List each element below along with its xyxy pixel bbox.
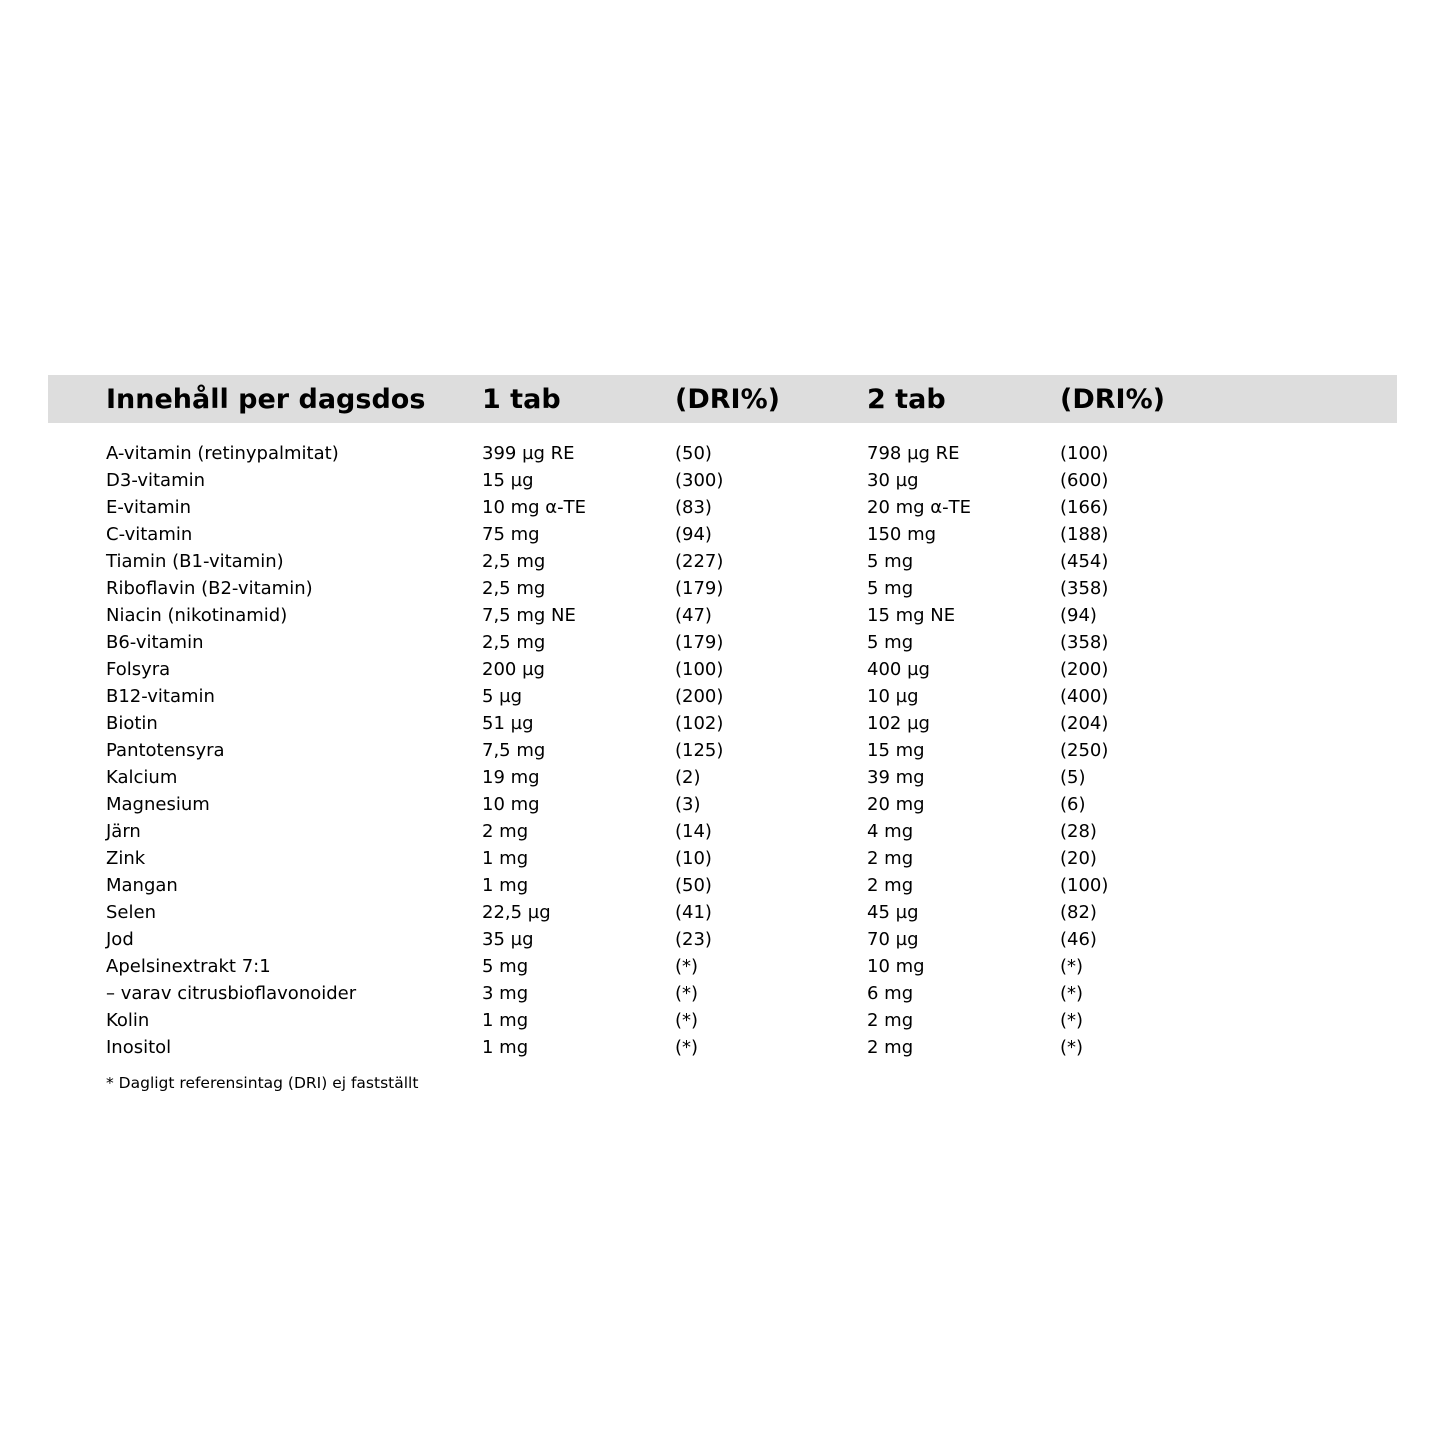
cell-amount-1-tab: 10 mg α-TE bbox=[482, 497, 587, 518]
cell-amount-1-tab: 1 mg bbox=[482, 848, 529, 869]
table-row bbox=[0, 1007, 1445, 1034]
cell-amount-2-tab: 5 mg bbox=[867, 632, 914, 653]
cell-amount-1-tab: 2,5 mg bbox=[482, 551, 546, 572]
table-row bbox=[0, 818, 1445, 845]
cell-amount-2-tab: 400 µg bbox=[867, 659, 930, 680]
cell-dri-2-tab: (20) bbox=[1060, 848, 1097, 869]
cell-dri-2-tab: (100) bbox=[1060, 443, 1109, 464]
cell-dri-1-tab: (*) bbox=[675, 983, 699, 1004]
cell-dri-1-tab: (23) bbox=[675, 929, 712, 950]
table-row bbox=[0, 494, 1445, 521]
cell-amount-2-tab: 2 mg bbox=[867, 848, 914, 869]
cell-dri-2-tab: (46) bbox=[1060, 929, 1097, 950]
cell-dri-2-tab: (400) bbox=[1060, 686, 1109, 707]
cell-ingredient: D3-vitamin bbox=[106, 470, 206, 491]
cell-dri-2-tab: (188) bbox=[1060, 524, 1109, 545]
cell-dri-1-tab: (102) bbox=[675, 713, 724, 734]
footnote: * Dagligt referensintag (DRI) ej fastställt bbox=[106, 1074, 419, 1092]
table-row bbox=[0, 467, 1445, 494]
table-row bbox=[0, 845, 1445, 872]
cell-ingredient: B12-vitamin bbox=[106, 686, 215, 707]
cell-amount-2-tab: 4 mg bbox=[867, 821, 914, 842]
cell-ingredient: Tiamin (B1-vitamin) bbox=[106, 551, 284, 572]
cell-amount-1-tab: 3 mg bbox=[482, 983, 529, 1004]
header-dri-1-tab: (DRI%) bbox=[675, 384, 780, 415]
table-row bbox=[0, 791, 1445, 818]
header-dri-2-tab: (DRI%) bbox=[1060, 384, 1165, 415]
table-row bbox=[0, 710, 1445, 737]
cell-amount-1-tab: 1 mg bbox=[482, 1037, 529, 1058]
cell-dri-2-tab: (100) bbox=[1060, 875, 1109, 896]
cell-dri-1-tab: (125) bbox=[675, 740, 724, 761]
cell-ingredient: Biotin bbox=[106, 713, 158, 734]
cell-dri-2-tab: (6) bbox=[1060, 794, 1086, 815]
header-2-tab: 2 tab bbox=[867, 384, 946, 415]
cell-amount-1-tab: 5 mg bbox=[482, 956, 529, 977]
cell-dri-2-tab: (5) bbox=[1060, 767, 1086, 788]
cell-ingredient: B6-vitamin bbox=[106, 632, 204, 653]
cell-amount-2-tab: 10 µg bbox=[867, 686, 919, 707]
cell-dri-2-tab: (204) bbox=[1060, 713, 1109, 734]
cell-dri-1-tab: (14) bbox=[675, 821, 712, 842]
cell-dri-2-tab: (250) bbox=[1060, 740, 1109, 761]
cell-dri-2-tab: (454) bbox=[1060, 551, 1109, 572]
cell-amount-1-tab: 399 µg RE bbox=[482, 443, 575, 464]
cell-ingredient: Järn bbox=[106, 821, 141, 842]
cell-amount-1-tab: 2,5 mg bbox=[482, 632, 546, 653]
cell-ingredient: E-vitamin bbox=[106, 497, 192, 518]
cell-amount-1-tab: 5 µg bbox=[482, 686, 523, 707]
cell-amount-1-tab: 10 mg bbox=[482, 794, 540, 815]
cell-dri-2-tab: (*) bbox=[1060, 983, 1084, 1004]
cell-dri-1-tab: (200) bbox=[675, 686, 724, 707]
cell-amount-1-tab: 1 mg bbox=[482, 875, 529, 896]
cell-ingredient: Pantotensyra bbox=[106, 740, 225, 761]
table-row bbox=[0, 602, 1445, 629]
cell-amount-2-tab: 102 µg bbox=[867, 713, 930, 734]
table-row bbox=[0, 764, 1445, 791]
cell-amount-2-tab: 5 mg bbox=[867, 578, 914, 599]
cell-dri-1-tab: (300) bbox=[675, 470, 724, 491]
cell-dri-2-tab: (358) bbox=[1060, 632, 1109, 653]
table-row bbox=[0, 548, 1445, 575]
table-row bbox=[0, 656, 1445, 683]
cell-dri-1-tab: (*) bbox=[675, 1037, 699, 1058]
cell-amount-1-tab: 1 mg bbox=[482, 1010, 529, 1031]
cell-ingredient: Jod bbox=[106, 929, 134, 950]
table-row bbox=[0, 575, 1445, 602]
cell-amount-2-tab: 30 µg bbox=[867, 470, 919, 491]
cell-amount-2-tab: 15 mg NE bbox=[867, 605, 956, 626]
table-row bbox=[0, 899, 1445, 926]
cell-dri-2-tab: (166) bbox=[1060, 497, 1109, 518]
cell-ingredient: – varav citrusbioflavonoider bbox=[106, 983, 357, 1004]
cell-dri-1-tab: (227) bbox=[675, 551, 724, 572]
cell-dri-2-tab: (28) bbox=[1060, 821, 1097, 842]
cell-amount-1-tab: 75 mg bbox=[482, 524, 540, 545]
cell-amount-2-tab: 10 mg bbox=[867, 956, 925, 977]
cell-ingredient: Selen bbox=[106, 902, 156, 923]
table-row bbox=[0, 1034, 1445, 1061]
cell-amount-2-tab: 15 mg bbox=[867, 740, 925, 761]
cell-amount-2-tab: 20 mg α-TE bbox=[867, 497, 972, 518]
cell-amount-2-tab: 150 mg bbox=[867, 524, 937, 545]
cell-dri-1-tab: (50) bbox=[675, 875, 712, 896]
cell-dri-1-tab: (41) bbox=[675, 902, 712, 923]
cell-ingredient: Magnesium bbox=[106, 794, 210, 815]
cell-dri-1-tab: (47) bbox=[675, 605, 712, 626]
table-row bbox=[0, 683, 1445, 710]
cell-amount-2-tab: 2 mg bbox=[867, 1010, 914, 1031]
cell-dri-2-tab: (358) bbox=[1060, 578, 1109, 599]
cell-dri-1-tab: (50) bbox=[675, 443, 712, 464]
cell-dri-1-tab: (100) bbox=[675, 659, 724, 680]
cell-ingredient: Kolin bbox=[106, 1010, 150, 1031]
cell-ingredient: A-vitamin (retinypalmitat) bbox=[106, 443, 339, 464]
table-row bbox=[0, 440, 1445, 467]
cell-amount-2-tab: 70 µg bbox=[867, 929, 919, 950]
cell-dri-2-tab: (*) bbox=[1060, 1010, 1084, 1031]
cell-amount-2-tab: 2 mg bbox=[867, 875, 914, 896]
cell-ingredient: Apelsinextrakt 7:1 bbox=[106, 956, 271, 977]
cell-ingredient: Riboflavin (B2-vitamin) bbox=[106, 578, 313, 599]
cell-amount-1-tab: 22,5 µg bbox=[482, 902, 551, 923]
cell-ingredient: Niacin (nikotinamid) bbox=[106, 605, 288, 626]
cell-amount-1-tab: 35 µg bbox=[482, 929, 534, 950]
cell-amount-1-tab: 200 µg bbox=[482, 659, 545, 680]
cell-dri-1-tab: (*) bbox=[675, 1010, 699, 1031]
table-row bbox=[0, 872, 1445, 899]
cell-dri-2-tab: (600) bbox=[1060, 470, 1109, 491]
cell-amount-1-tab: 2,5 mg bbox=[482, 578, 546, 599]
cell-dri-2-tab: (82) bbox=[1060, 902, 1097, 923]
cell-dri-1-tab: (179) bbox=[675, 632, 724, 653]
table-row bbox=[0, 980, 1445, 1007]
cell-dri-1-tab: (94) bbox=[675, 524, 712, 545]
cell-amount-2-tab: 39 mg bbox=[867, 767, 925, 788]
cell-amount-1-tab: 51 µg bbox=[482, 713, 534, 734]
cell-amount-2-tab: 5 mg bbox=[867, 551, 914, 572]
cell-amount-1-tab: 7,5 mg NE bbox=[482, 605, 576, 626]
table-row bbox=[0, 737, 1445, 764]
header-ingredient: Innehåll per dagsdos bbox=[106, 384, 426, 415]
cell-ingredient: C-vitamin bbox=[106, 524, 193, 545]
header-1-tab: 1 tab bbox=[482, 384, 561, 415]
nutrition-table-body bbox=[0, 440, 1445, 1061]
cell-dri-1-tab: (83) bbox=[675, 497, 712, 518]
cell-ingredient: Folsyra bbox=[106, 659, 171, 680]
cell-amount-2-tab: 6 mg bbox=[867, 983, 914, 1004]
cell-dri-2-tab: (94) bbox=[1060, 605, 1097, 626]
cell-ingredient: Zink bbox=[106, 848, 146, 869]
table-row bbox=[0, 953, 1445, 980]
cell-dri-2-tab: (*) bbox=[1060, 956, 1084, 977]
cell-amount-2-tab: 20 mg bbox=[867, 794, 925, 815]
cell-dri-1-tab: (10) bbox=[675, 848, 712, 869]
cell-ingredient: Kalcium bbox=[106, 767, 178, 788]
cell-amount-1-tab: 15 µg bbox=[482, 470, 534, 491]
cell-amount-2-tab: 2 mg bbox=[867, 1037, 914, 1058]
table-row bbox=[0, 926, 1445, 953]
cell-amount-2-tab: 798 µg RE bbox=[867, 443, 960, 464]
table-row bbox=[0, 629, 1445, 656]
cell-dri-2-tab: (200) bbox=[1060, 659, 1109, 680]
cell-amount-1-tab: 7,5 mg bbox=[482, 740, 546, 761]
cell-dri-2-tab: (*) bbox=[1060, 1037, 1084, 1058]
cell-dri-1-tab: (3) bbox=[675, 794, 701, 815]
table-row bbox=[0, 521, 1445, 548]
cell-ingredient: Inositol bbox=[106, 1037, 172, 1058]
cell-amount-2-tab: 45 µg bbox=[867, 902, 919, 923]
cell-amount-1-tab: 2 mg bbox=[482, 821, 529, 842]
cell-ingredient: Mangan bbox=[106, 875, 178, 896]
cell-dri-1-tab: (2) bbox=[675, 767, 701, 788]
cell-dri-1-tab: (179) bbox=[675, 578, 724, 599]
cell-amount-1-tab: 19 mg bbox=[482, 767, 540, 788]
cell-dri-1-tab: (*) bbox=[675, 956, 699, 977]
